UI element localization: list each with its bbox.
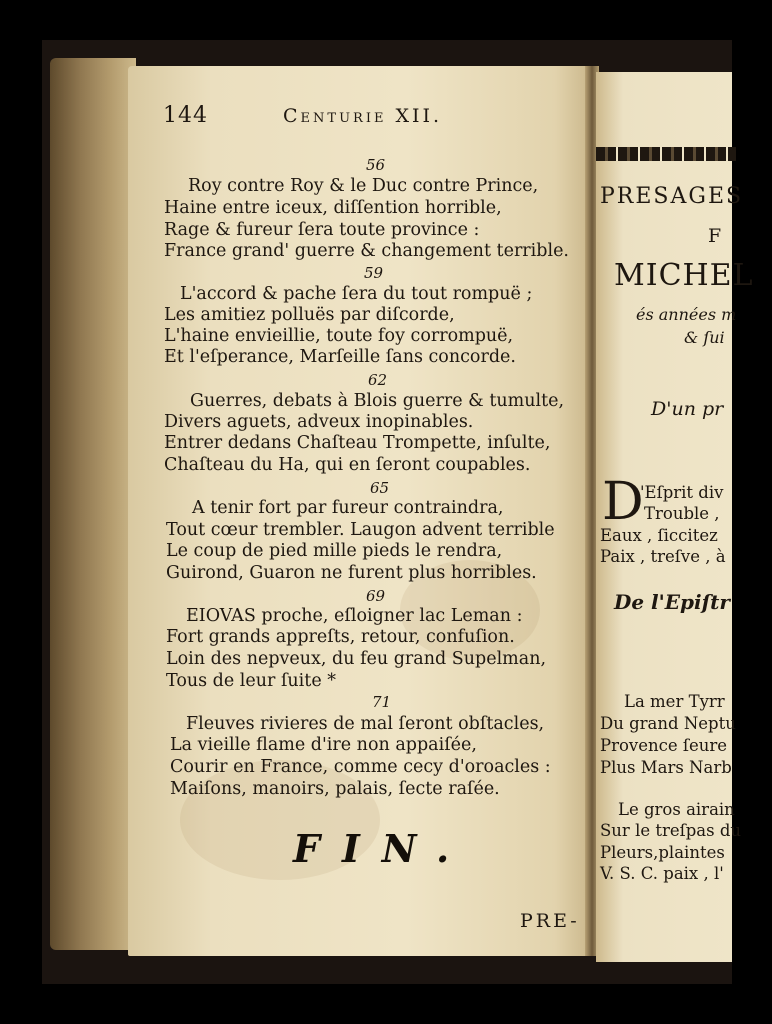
right-page xyxy=(596,72,754,962)
right-text-line: V. S. C. paix , l' xyxy=(600,864,724,883)
page-edges xyxy=(50,58,136,950)
right-section-heading: D'un pr xyxy=(651,398,724,420)
right-years-line: és années m xyxy=(636,305,737,324)
verse-line: Fort grands appreſts, retour, confuſion. xyxy=(166,627,515,647)
right-text-line: Pleurs,plaintes xyxy=(600,843,725,862)
verse-line: Courir en France, comme cecy d'oroacles : xyxy=(170,757,551,777)
quatrain-number: 56 xyxy=(366,156,386,174)
verse-line: Et l'eſperance, Marſeille ſans concorde. xyxy=(164,347,516,367)
running-head: Centurie XII. xyxy=(283,105,443,127)
verse-line: Guirond, Guaron ne furent plus horribles. xyxy=(166,563,537,583)
right-text-line: Paix , treſve , à xyxy=(600,547,726,566)
right-subtitle: F xyxy=(708,225,722,247)
verse-line: Chaſteau du Ha, qui en ſeront coupables. xyxy=(164,455,531,475)
verse-line: EIOVAS proche, eſloigner lac Leman : xyxy=(186,606,523,626)
verse-line: Guerres, debats à Blois guerre & tumulte, xyxy=(190,391,565,411)
quatrain-number: 69 xyxy=(366,587,386,605)
ornament-band xyxy=(596,147,736,161)
quatrain-number: 65 xyxy=(370,479,390,497)
verse-line: La vieille flame d'ire non appaiſée, xyxy=(170,735,477,755)
right-author-name: MICHEL xyxy=(614,258,754,293)
verse-line: Les amitiez polluës par diſcorde, xyxy=(164,305,455,325)
fin-mark: FIN. xyxy=(293,826,472,871)
verse-line: A tenir fort par fureur contraindra, xyxy=(192,498,504,518)
verse-line: Tous de leur ſuite * xyxy=(166,671,336,691)
quatrain-number: 71 xyxy=(372,693,392,711)
quatrain-number: 59 xyxy=(364,264,384,282)
verse-line: Le coup de pied mille pieds le rendra, xyxy=(166,541,503,561)
right-text-line: 'Eſprit div xyxy=(640,483,724,502)
right-title: PRESAGES xyxy=(600,184,744,209)
verse-line: L'accord & pache ſera du tout rompuë ; xyxy=(180,284,533,304)
quatrain-number: 62 xyxy=(368,371,388,389)
verse-line: Maiſons, manoirs, palais, ſecte raſée. xyxy=(170,779,500,799)
drop-capital: D xyxy=(602,472,644,532)
verse-line: Entrer dedans Chaſteau Trompette, inſulte, xyxy=(164,433,551,453)
right-text-line: La mer Tyrr xyxy=(624,692,725,711)
right-suite-line: & ſui xyxy=(684,328,725,347)
verse-line: Roy contre Roy & le Duc contre Prince, xyxy=(188,176,539,196)
right-text-line: Du grand Neptu xyxy=(600,714,736,733)
right-text-line: Provence ſeure xyxy=(600,736,728,755)
verse-line: L'haine envieillie, toute foy corrompuë, xyxy=(164,326,514,346)
page-number: 144 xyxy=(163,103,208,128)
verse-line: Tout cœur trembler. Laugon advent terrible xyxy=(166,520,555,540)
right-text-line: Sur le treſpas du xyxy=(600,821,742,840)
right-text-line: Eaux , ſiccitez xyxy=(600,526,718,545)
right-text-line: Le gros airain xyxy=(618,800,735,819)
catchword: PRE- xyxy=(520,910,580,932)
verse-line: Divers aguets, adveux inopinables. xyxy=(164,412,474,432)
right-text-line: Trouble , xyxy=(644,504,720,523)
verse-line: France grand' guerre & changement terrible. xyxy=(164,241,569,261)
verse-line: Fleuves rivieres de mal ſeront obſtacles, xyxy=(186,714,545,734)
verse-line: Loin des nepveux, du feu grand Supelman, xyxy=(166,649,547,669)
right-epistre-heading: De l'Epiſtr xyxy=(614,590,730,614)
verse-line: Haine entre iceux, diſſention horrible, xyxy=(164,198,502,218)
verse-line: Rage & fureur ſera toute province : xyxy=(164,220,480,240)
right-text-line: Plus Mars Narb xyxy=(600,758,732,777)
